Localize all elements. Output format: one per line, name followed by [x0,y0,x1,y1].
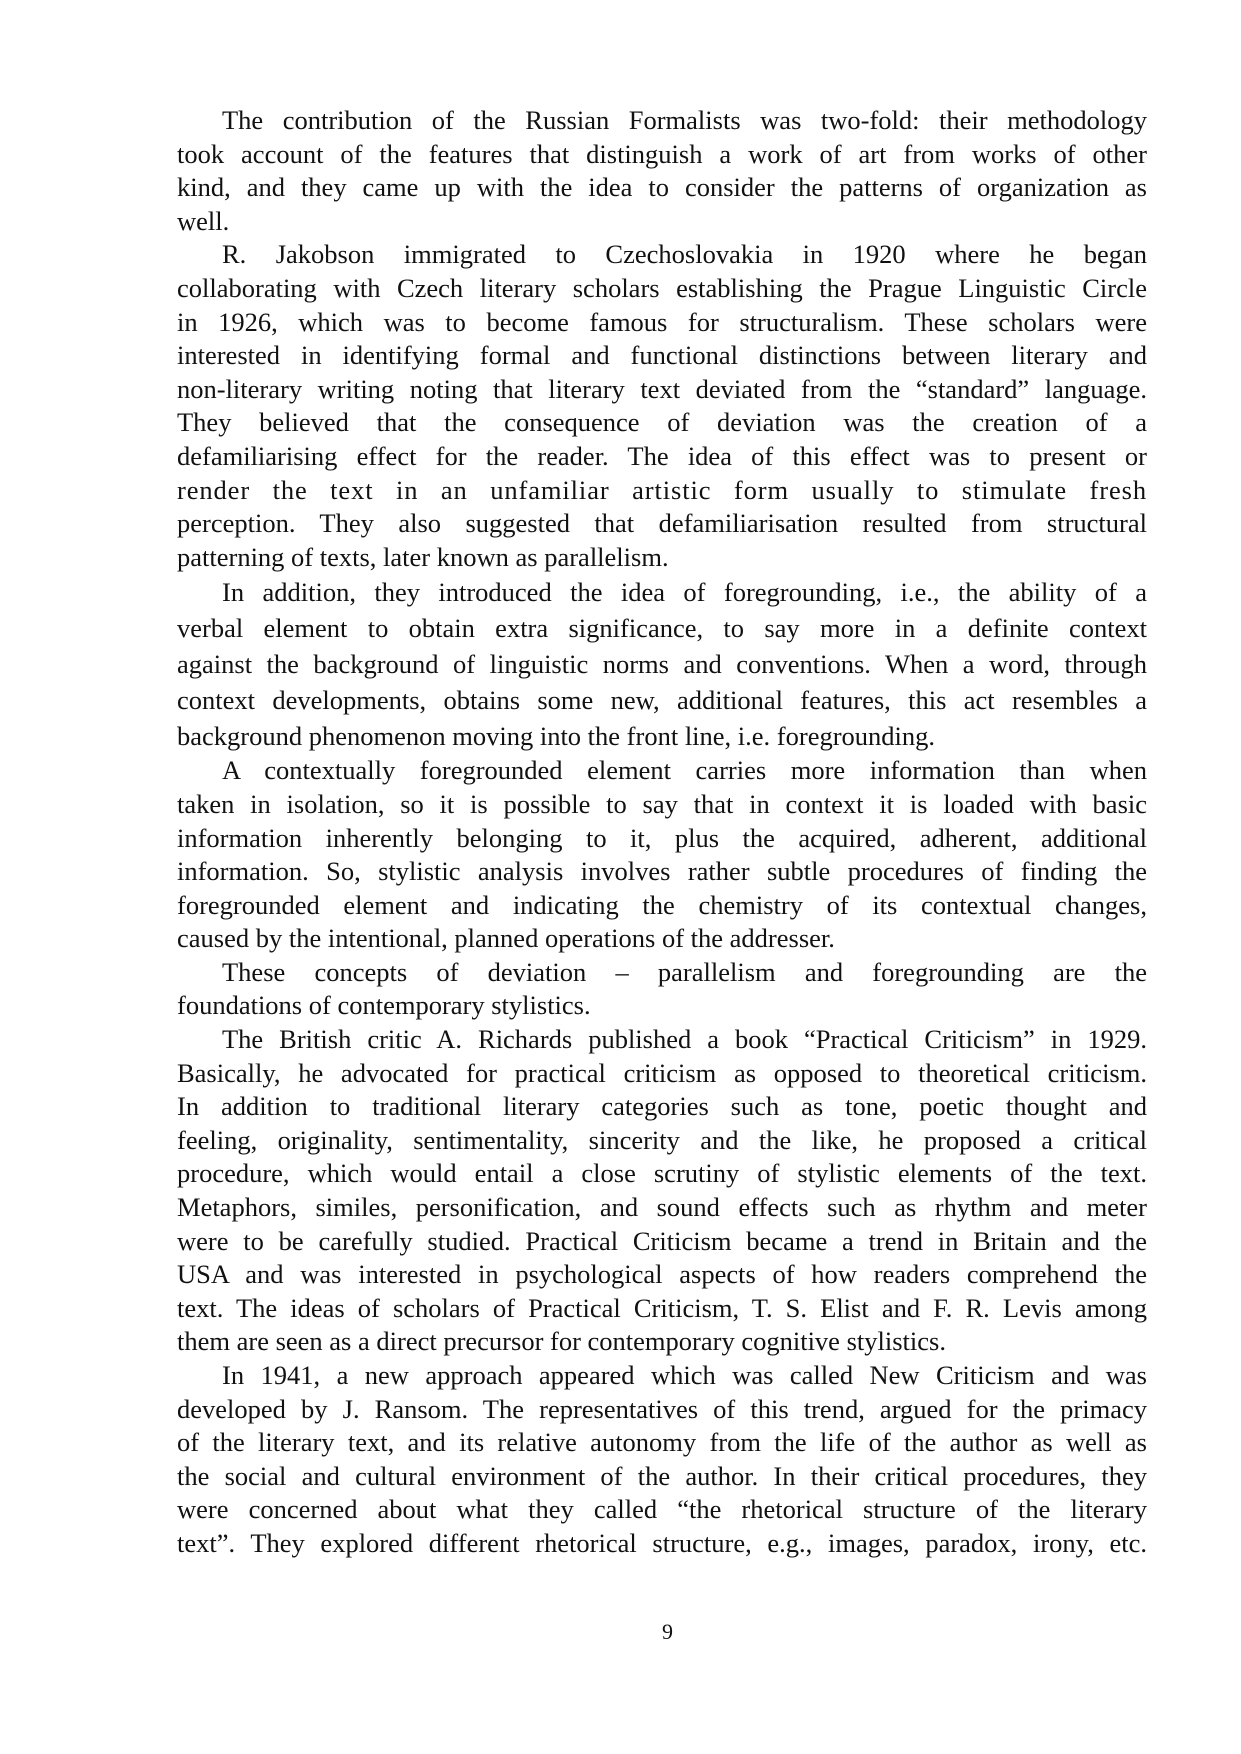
text-line: interested in identifying formal and functional distinctions between literary and [177,340,1147,371]
text-line: against the background of linguistic norms and conventions. When a word, through [177,649,1147,680]
text-line: They believed that the consequence of deviation was the creation of a [177,407,1147,438]
page-body-text [177,104,1147,1561]
text-line: were concerned about what they called “the rhetorical structure of the literary [177,1494,1147,1525]
text-line: Basically, he advocated for practical criticism as opposed to theoretical criticism. [177,1057,1147,1088]
text-line: In addition to traditional literary categories such as tone, poetic thought and [177,1091,1147,1122]
text-line: well. [177,205,230,236]
text-line: USA and was interested in psychological aspects of how readers comprehend the [177,1259,1147,1290]
text-line: patterning of texts, later known as parallelism. [177,541,669,572]
text-line: text”. They explored different rhetorical structure, e.g., images, paradox, irony, etc. [177,1527,1147,1558]
text-line: collaborating with Czech literary scholars establishing the Prague Linguistic Circle [177,272,1147,303]
text-line: non-literary writing noting that literary text deviated from the “standard” language. [177,373,1147,404]
paragraph-deviation-concepts [177,956,1147,1023]
text-line: perception. They also suggested that defamiliarisation resulted from structural [177,508,1147,539]
text-line: context developments, obtains some new, additional features, this act resembles a [177,685,1147,716]
paragraph-new-criticism [177,1359,1147,1561]
text-line: foundations of contemporary stylistics. [177,990,591,1021]
text-line: The contribution of the Russian Formalists was two-fold: their methodology [222,105,1147,135]
text-line: In addition, they introduced the idea of foregrounding, i.e., the ability of a [222,577,1147,608]
text-line: took account of the features that distinguish a work of art from works of other [177,138,1147,169]
paragraph-contextual-element [177,754,1147,956]
text-line: in 1926, which was to become famous for structuralism. These scholars were [177,306,1147,337]
text-line: developed by J. Ransom. The representatives of this trend, argued for the primacy [177,1393,1147,1424]
text-line: kind, and they came up with the idea to consider the patterns of organization as [177,172,1147,203]
text-line: In 1941, a new approach appeared which was called New Criticism and was [222,1360,1147,1390]
text-line: the social and cultural environment of the author. In their critical procedures, they [177,1460,1147,1491]
text-line: information inherently belonging to it, plus the acquired, adherent, additional [177,822,1147,853]
page-number: 9 [662,1619,673,1644]
text-line: of the literary text, and its relative autonomy from the life of the author as well as [177,1427,1147,1458]
text-line: defamiliarising effect for the reader. The idea of this effect was to present or [177,440,1147,471]
text-line: information. So, stylistic analysis involves rather subtle procedures of finding the [177,856,1147,887]
text-line: R. Jakobson immigrated to Czechoslovakia in 1920 where he began [222,239,1147,270]
text-line: Metaphors, similes, personification, and sound effects such as rhythm and meter [177,1192,1147,1223]
paragraph-russian-formalists [177,104,1147,238]
text-line: background phenomenon moving into the front line, i.e. foregrounding. [177,721,936,752]
text-line: text. The ideas of scholars of Practical Criticism, T. S. Elist and F. R. Levis among [177,1292,1147,1323]
text-line: them are seen as a direct precursor for contemporary cognitive stylistics. [177,1326,946,1357]
paragraph-practical-criticism [177,1023,1147,1359]
text-line: verbal element to obtain extra significance, to say more in a definite context [177,613,1147,644]
text-line: taken in isolation, so it is possible to say that in context it is loaded with basic [177,788,1147,819]
text-line: were to be carefully studied. Practical Criticism became a trend in Britain and the [177,1225,1147,1256]
text-line: A contextually foregrounded element carries more information than when [222,755,1147,786]
text-line: The British critic A. Richards published a book “Practical Criticism” in 1929. [222,1024,1147,1055]
text-line: render the text in an unfamiliar artistic form usually to stimulate fresh [177,474,1147,505]
text-line: foregrounded element and indicating the chemistry of its contextual changes, [177,889,1147,920]
text-line: feeling, originality, sentimentality, sincerity and the like, he proposed a critical [177,1124,1147,1155]
text-line: These concepts of deviation – parallelism and foregrounding are the [222,956,1147,987]
paragraph-prague-circle [177,238,1147,574]
paragraph-foregrounding [177,574,1147,754]
text-line: procedure, which would entail a close scrutiny of stylistic elements of the text. [177,1158,1147,1189]
text-line: caused by the intentional, planned operations of the addresser. [177,923,835,954]
